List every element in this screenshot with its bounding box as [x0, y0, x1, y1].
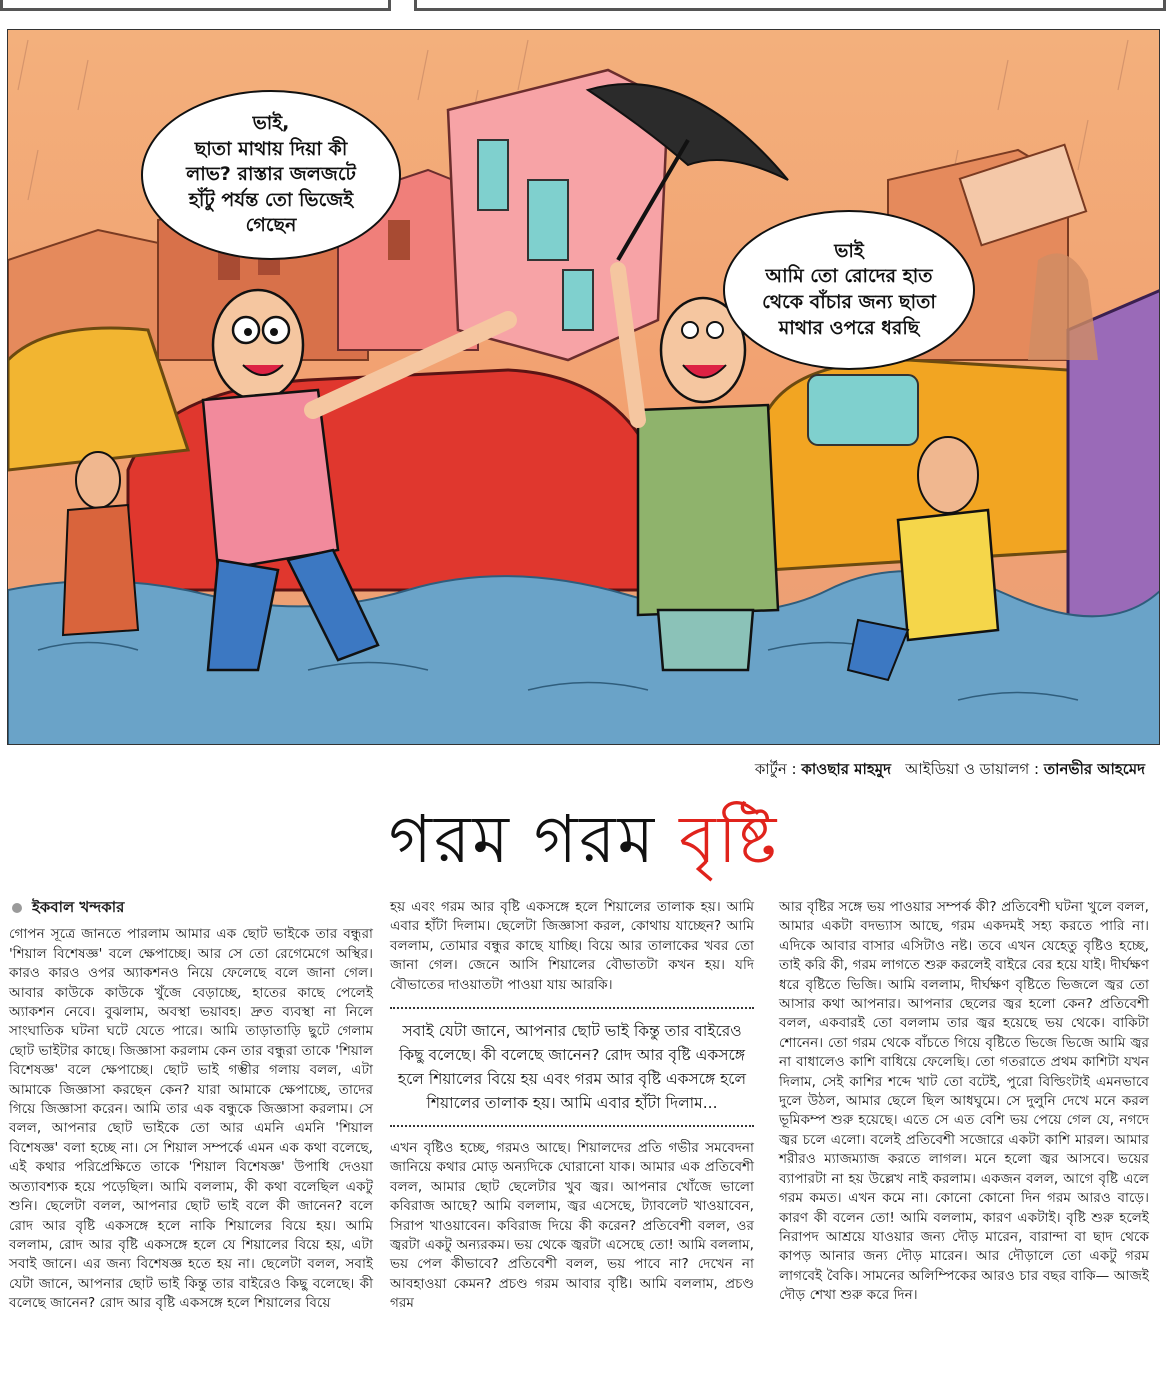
credit-writer: তানভীর আহমেদ [1043, 760, 1145, 778]
article-column-3 [779, 898, 1149, 1306]
page-title [0, 800, 1167, 879]
article-column-2 [390, 898, 754, 1314]
speech-bubble-right: ভাই আমি তো রোদের হাত থেকে বাঁচার জন্য ছাতা মাথার ওপরে ধরছি [723, 210, 975, 370]
credit-idea-label: আইডিয়া ও ডায়ালগ : [905, 760, 1040, 778]
cartoon-credit [755, 758, 1145, 783]
article-text-col2-bottom: এখন বৃষ্টিও হচ্ছে, গরমও আছে। শিয়ালদের প্রতি গভীর সমবেদনা জানিয়ে কথার মোড় অন্যদিকে ঘোরানো যাক। আমার এক প্রতিবেশী বলল, আমার ছোট ছেলেটার খুব জ্বর। আপনার খোঁজে ভালো কবিরাজ আছে? আমি বললাম, জ্বর এসেছে, ট্যাবলেট খাওয়াবেন, সিরাপ খাওয়াবেন। কবিরাজ দিয়ে কী করেন? প্রতিবেশী বলল, ওর জ্বরটা একটু অন্যরকম। ভয় থেকে জ্বরটা এসেছে তো! আমি বললাম, ভয় পেল কীভাবে? প্রতিবেশী বলল, ভয় পাবে না? দেখেন না আবহাওয়া কেমন? প্রচণ্ড গরম আবার বৃষ্টি। আমি বললাম, প্রচণ্ড গরম [390, 1140, 754, 1312]
author-name: ইকবাল খন্দকার [32, 898, 125, 916]
headline-part1: গরম গরম [388, 801, 657, 878]
article-text-col2-top: হয় এবং গরম আর বৃষ্টি একসঙ্গে হলে শিয়ালের তালাক হয়। আমি এবার হাঁটা দিলাম। ছেলেটা জিজ্ঞাসা করল, কোথায় যাচ্ছেন? আমি বললাম, তোমার বন্ধুর কাছে যাচ্ছি। বিয়ে আর তালাকের খবর তো জানা গেল। জেনে আসি শিয়ালের বৌভাতটা কখন হয়। যদি বৌভাতের দাওয়াতটা পাওয়া যায় আরকি। [390, 899, 754, 993]
credit-cartoonist: কাওছার মাহমুদ [801, 760, 891, 778]
cartoon-illustration [7, 29, 1160, 745]
article-column-1 [9, 898, 373, 1314]
headline-part2: বৃষ্টি [679, 801, 779, 878]
top-border-strip [0, 0, 1167, 16]
author-byline [9, 898, 373, 917]
top-border-right [414, 0, 1166, 11]
pull-quote: সবাই যেটা জানে, আপনার ছোট ভাই কিন্তু তার বাইরেও কিছু বলেছে। কী বলেছে জানেন? রোদ আর বৃষ্টি একসঙ্গে হলে শিয়ালের বিয়ে হয় এবং গরম আর বৃষ্টি একসঙ্গে হলে শিয়ালের তালাক হয়। আমি এবার হাঁটা দিলাম... [390, 1007, 754, 1127]
article-text-col1: গোপন সূত্রে জানতে পারলাম আমার এক ছোট ভাইকে তার বন্ধুরা 'শিয়াল বিশেষজ্ঞ' বলে ক্ষেপাচ্ছে। আর সে তো রেগেমেগে অস্থির। কারও কারও ওপর অ্যাকশনও নিয়ে ফেলেছে বলে জানা গেল। আবার কাউকে কাউকে খুঁজে বেড়াচ্ছে, হাতের কাছে পেলেই অ্যাকশন নেবে। বুঝলাম, অবস্থা ভয়াবহ। দ্রুত ব্যবস্থা না নিলে সাংঘাতিক ঘটনা ঘটে যেতে পারে। আমি তাড়াতাড়ি ছুটে গেলাম ছোট ভাইটার কাছে। জিজ্ঞাসা করলাম কেন তার বন্ধুরা তাকে 'শিয়াল বিশেষজ্ঞ' বলে ক্ষেপাচ্ছে। ছোট ভাই গম্ভীর গলায় বলল, এটা আমাকে জিজ্ঞাসা করছেন কেন? যারা আমাকে ক্ষেপাচ্ছে, তাদের গিয়ে জিজ্ঞাসা করেন। আমি তার এক বন্ধুকে জিজ্ঞাসা করলাম। সে বলল, আপনার ছোট ভাইকে তো আর এমনি এমনি 'শিয়াল বিশেষজ্ঞ' বলা হচ্ছে না। সে শিয়াল সম্পর্কে এমন এক কথা বলেছে, এই কথার পরিপ্রেক্ষিতে তাকে 'শিয়াল বিশেষজ্ঞ' উপাধি দেওয়া অত্যাবশ্যক হয়ে পড়েছিল। আমি বললাম, কী কথা বলেছিল একটু শুনি। ছেলেটা বলল, আপনার ছোট ভাই বলে কী জানেন? বলে রোদ আর বৃষ্টি একসঙ্গে হলে নাকি শিয়ালের বিয়ে হয়। আমি বললাম, রোদ আর বৃষ্টি একসঙ্গে হলে যে শিয়ালের বিয়ে হয়, এটা সবাই জানে। এর জন্য বিশেষজ্ঞ হতে হয় না। ছেলেটা বলল, সবাই যেটা জানে, আপনার ছোট ভাই কিন্তু তার বাইরেও কিছু বলেছে। কী বলেছে জানেন? রোদ আর বৃষ্টি একসঙ্গে হলে শিয়ালের বিয়ে [9, 926, 373, 1312]
top-border-left [0, 0, 391, 11]
bullet-dot-icon [12, 903, 22, 913]
speech-bubble-left: ভাই, ছাতা মাথায় দিয়া কী লাভ? রাস্তার জলজটে হাঁটু পর্যন্ত তো ভিজেই গেছেন [141, 90, 401, 260]
article-text-col3: আর বৃষ্টির সঙ্গে ভয় পাওয়ার সম্পর্ক কী? প্রতিবেশী ঘটনা খুলে বলল, আমার একটা বদভ্যাস আছে, গরম একদমই সহ্য করতে পারি না। এদিকে আবার বাসার এসিটাও নষ্ট। তবে এখন যেহেতু বৃষ্টিও হচ্ছে, তাই করি কী, গরম লাগতে শুরু করলেই বাইরে বের হয়ে যাই। দীর্ঘক্ষণ ধরে বৃষ্টিতে ভিজি। আমি বললাম, দীর্ঘক্ষণ বৃষ্টিতে ভিজলে জ্বর তো আসার কথা আপনার। আপনার ছেলের জ্বর হলো কেন? প্রতিবেশী বলল, একবারই তো বললাম তার জ্বর হয়েছে ভয় থেকে। বাকিটা শোনেন। তো গরম থেকে বাঁচতে গিয়ে বৃষ্টিতে ভিজে ভিজে আমি জ্বর না বাধালেও কাশি বাধিয়ে ফেলেছি। তো গতরাতে প্রথম কাশিটা যখন দিলাম, সেই কাশির শব্দে খাট তো বটেই, পুরো বিল্ডিংটাই এমনভাবে দুলে উঠল, আমার ছেলে ছিল আধঘুমে। সে দুলুনি দেখে মনে করল ভূমিকম্প শুরু হয়েছে। এতে সে এত বেশি ভয় পেয়ে গেল যে, নগদে জ্বর চলে এলো। বলেই প্রতিবেশী সজোরে একটা কাশি মারল। আমার শরীরও ম্যাজম্যাজ করতে লাগল। মনে হলো জ্বর আসবে। ভয়ের ব্যাপারটা না হয় উল্লেখ নাই করলাম। একজন বলল, আগে বৃষ্টি এলে গরম কমত। এখন কমে না। কোনো কোনো দিন গরম আরও বাড়ে। কারণ কী বলেন তো! আমি বললাম, কারণ একটাই। বৃষ্টি শুরু হলেই নিরাপদ আশ্রয়ে যাওয়ার জন্য দৌড় মারেন, বারান্দা বা ছাদ থেকে কাপড় আনার জন্য দৌড় মারেন। আর দৌড়ালে তো একটু গরম লাগবেই বৈকি। সামনের অলিম্পিকের আরও চার বছর বাকি— আজই দৌড় শেখা শুরু করে দিন। [779, 899, 1150, 1304]
credit-cartoon-label: কার্টুন : [754, 760, 797, 778]
